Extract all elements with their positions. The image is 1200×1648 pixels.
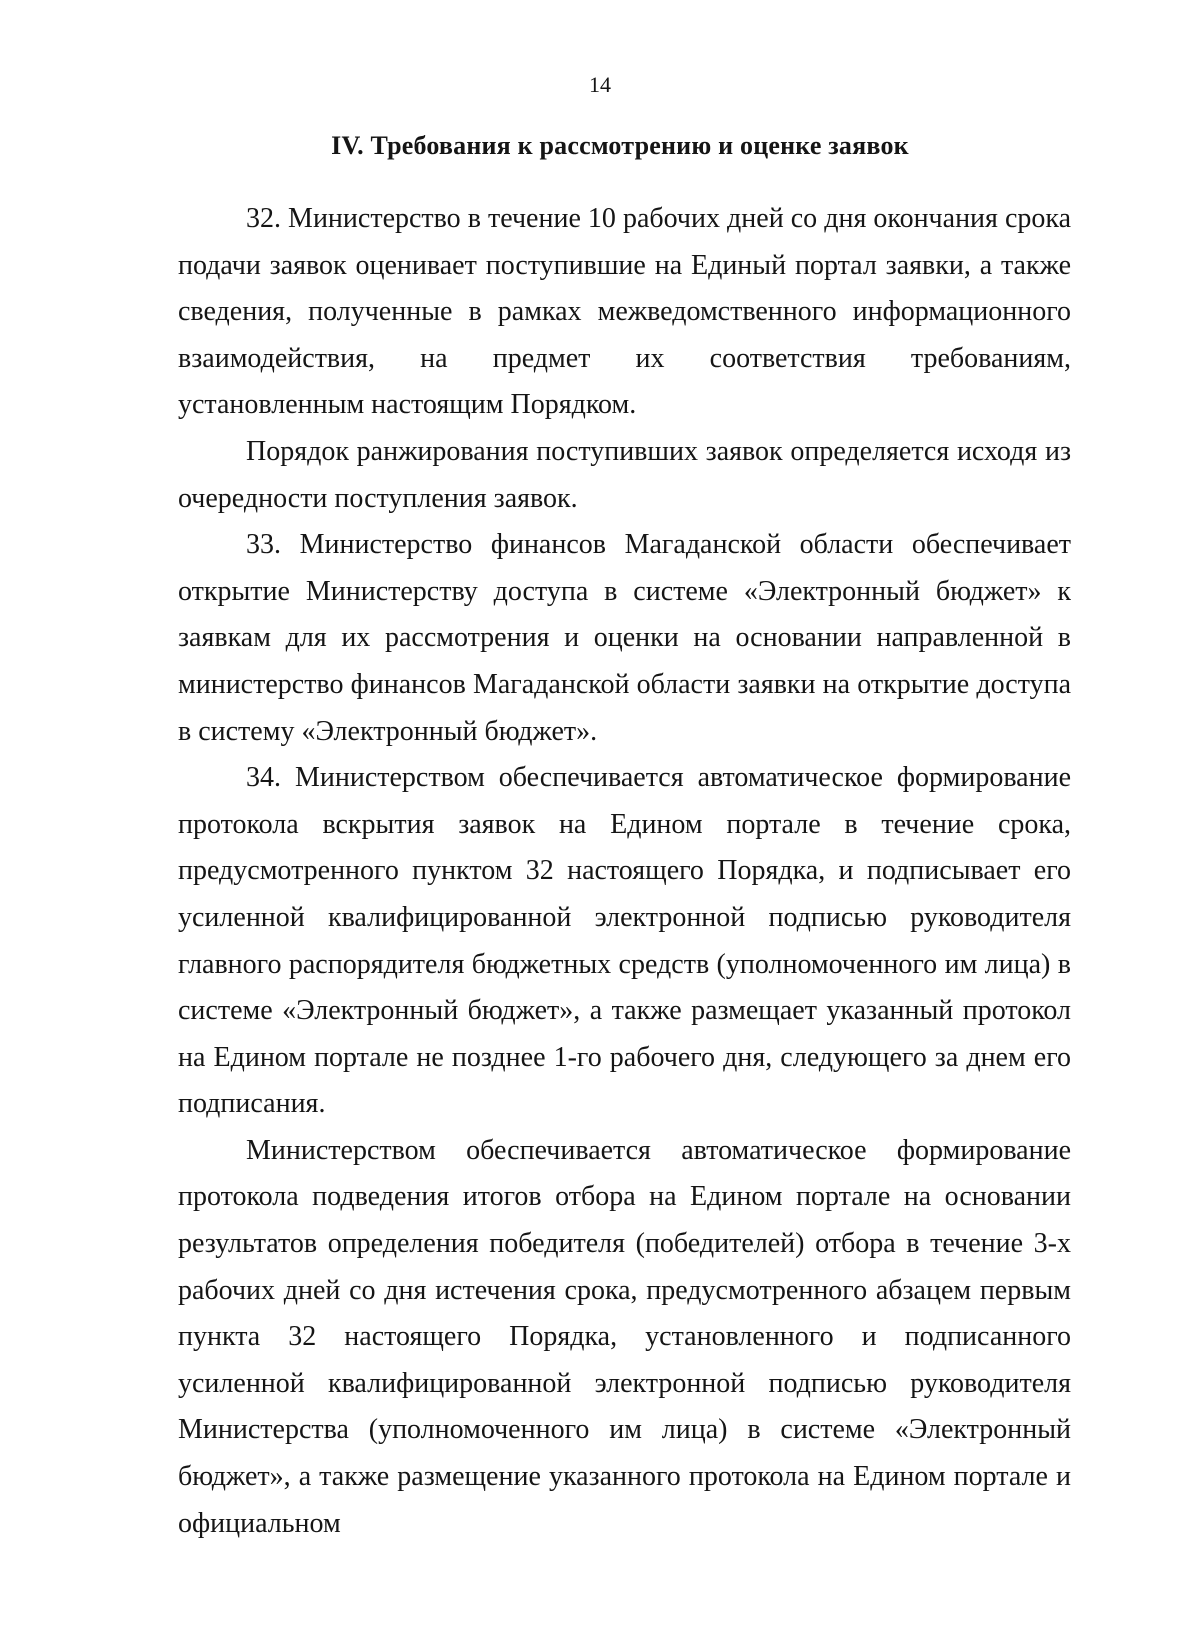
paragraph-32: 32. Министерство в течение 10 рабочих дней со дня окончания срока подачи заявок оценивает поступившие на Единый портал заявки, а также сведения, полученные в рамках межведомственного информационного взаимодействия, на предмет их соответствия требованиям, установленным настоящим Порядком. xyxy=(178,203,1071,421)
paragraph-ranking-order: Порядок ранжирования поступивших заявок определяется исходя из очередности поступления заявок. xyxy=(178,435,1071,514)
section-title: IV. Требования к рассмотрению и оценке заявок xyxy=(331,131,909,160)
paragraph-results-protocol: Министерством обеспечивается автоматическое формирование протокола подведения итогов отбора на Едином портале на основании результатов определения победителя (победителей) отбора в течение 3-х рабочих дней со дня истечения срока, предусмотренного абзацем первым пункта 32 настоящего Порядка, установленного и подписанного усиленной квалифицированной электронной подписью руководителя Министерства (уполномоченного им лица) в системе «Электронный бюджет», а также размещение указанного протокола на Едином портале и официальном xyxy=(178,1134,1071,1539)
paragraph-33: 33. Министерство финансов Магаданской области обеспечивает открытие Министерству доступа в системе «Электронный бюджет» к заявкам для их рассмотрения и оценки на основании направленной в министерство финансов Магаданской области заявки на открытие доступа в систему «Электронный бюджет». xyxy=(178,529,1071,747)
paragraph-34: 34. Министерством обеспечивается автоматическое формирование протокола вскрытия заявок на Едином портале в течение срока, предусмотренного пунктом 32 настоящего Порядка, и подписывает его усиленной квалифицированной электронной подписью руководителя главного распорядителя бюджетных средств (уполномоченного им лица) в системе «Электронный бюджет», а также размещает указанный протокол на Едином портале не позднее 1-го рабочего дня, следующего за днем его подписания. xyxy=(178,762,1071,1120)
document-body xyxy=(178,196,1071,1547)
page-number: 14 xyxy=(589,72,611,97)
